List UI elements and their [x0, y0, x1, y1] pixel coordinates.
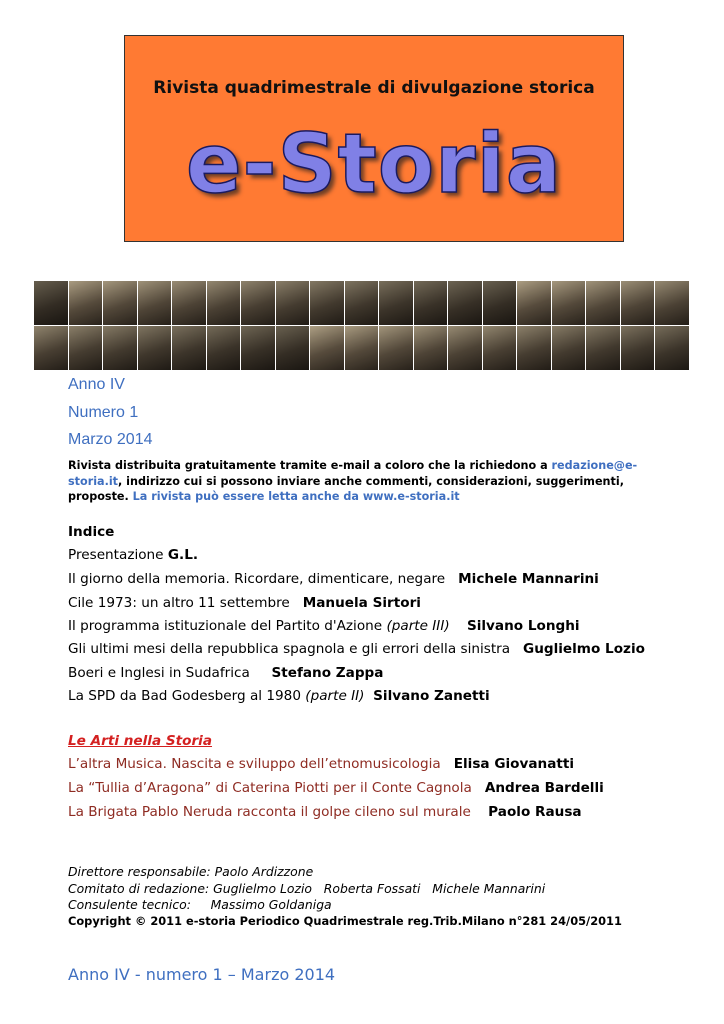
portrait-strip	[34, 281, 689, 370]
portrait-photo	[448, 281, 482, 325]
portrait-photo	[448, 326, 482, 370]
portrait-photo	[276, 281, 310, 325]
portrait-photo	[241, 281, 275, 325]
portrait-photo	[517, 281, 551, 325]
portrait-photo	[483, 326, 517, 370]
issue-number: Numero 1	[68, 404, 139, 421]
credit-technical: Consulente tecnico: Massimo Goldaniga	[68, 897, 332, 912]
portrait-photo	[621, 281, 655, 325]
portrait-photo	[483, 281, 517, 325]
arts-item: L’altra Musica. Nascita e sviluppo dell’etnomusicologia Elisa Giovanatti	[68, 756, 575, 772]
masthead-tagline: Rivista quadrimestrale di divulgazione storica	[153, 78, 595, 98]
index-item: Boeri e Inglesi in Sudafrica Stefano Zappa	[68, 665, 384, 681]
portrait-photo	[586, 326, 620, 370]
portrait-photo	[379, 326, 413, 370]
portrait-photo	[207, 281, 241, 325]
index-item: Gli ultimi mesi della repubblica spagnola e gli errori della sinistra Guglielmo Lozio	[68, 641, 645, 657]
credit-director: Direttore responsabile: Paolo Ardizzone	[68, 864, 314, 879]
arts-item: La Brigata Pablo Neruda racconta il golpe cileno sul murale Paolo Rausa	[68, 804, 582, 820]
portrait-photo	[345, 281, 379, 325]
portrait-photo	[655, 326, 689, 370]
portrait-photo	[241, 326, 275, 370]
portrait-photo	[655, 281, 689, 325]
issue-year: Anno IV	[68, 376, 125, 393]
portrait-photo	[310, 326, 344, 370]
index-item: La SPD da Bad Godesberg al 1980 (parte II) Silvano Zanetti	[68, 688, 490, 704]
website-link[interactable]: www.e-storia.it	[362, 490, 460, 503]
distribution-text: Rivista distribuita gratuitamente tramite e-mail a coloro che la richiedono a	[68, 459, 552, 472]
portrait-photo	[414, 326, 448, 370]
portrait-photo	[621, 326, 655, 370]
credit-committee: Comitato di redazione: Guglielmo Lozio Roberta Fossati Michele Mannarini	[68, 881, 546, 896]
distribution-text: , indirizzo cui si possono inviare anche commenti, considerazioni, suggerimenti, proposte.	[68, 474, 624, 503]
copyright-notice: Copyright © 2011 e-storia Periodico Quadrimestrale reg.Trib.Milano n°281 24/05/2011	[68, 914, 622, 928]
portrait-photo	[207, 326, 241, 370]
portrait-photo	[517, 326, 551, 370]
portrait-photo	[552, 326, 586, 370]
arts-item: La “Tullia d’Aragona” di Caterina Piotti per il Conte Cagnola Andrea Bardelli	[68, 780, 604, 796]
portrait-photo	[138, 326, 172, 370]
distribution-note	[68, 458, 684, 505]
portrait-photo	[172, 281, 206, 325]
portrait-photo	[552, 281, 586, 325]
portrait-photo	[414, 281, 448, 325]
portrait-photo	[103, 281, 137, 325]
portrait-photo	[103, 326, 137, 370]
portrait-photo	[379, 281, 413, 325]
distribution-text: La rivista può essere letta anche da	[132, 490, 363, 503]
portrait-photo	[586, 281, 620, 325]
index-item: Il giorno della memoria. Ricordare, dimenticare, negare Michele Mannarini	[68, 571, 599, 587]
portrait-photo	[345, 326, 379, 370]
portrait-photo	[276, 326, 310, 370]
portrait-photo	[34, 281, 68, 325]
index-heading: Indice	[68, 524, 115, 540]
arts-section-heading: Le Arti nella Storia	[68, 733, 213, 749]
portrait-photo	[310, 281, 344, 325]
masthead-banner	[124, 35, 624, 242]
portrait-photo	[172, 326, 206, 370]
footer-issue-line: Anno IV - numero 1 – Marzo 2014	[68, 965, 336, 984]
index-item: Il programma istituzionale del Partito d'Azione (parte III) Silvano Longhi	[68, 618, 580, 634]
portrait-photo	[34, 326, 68, 370]
issue-date: Marzo 2014	[68, 431, 153, 448]
index-item: Cile 1973: un altro 11 settembre Manuela Sirtori	[68, 595, 421, 611]
portrait-photo	[69, 326, 103, 370]
email-link[interactable]: redazione@e-storia.it	[68, 459, 638, 488]
index-item: Presentazione G.L.	[68, 547, 199, 563]
masthead-logo: e-Storia	[185, 117, 563, 212]
portrait-photo	[138, 281, 172, 325]
portrait-photo	[69, 281, 103, 325]
